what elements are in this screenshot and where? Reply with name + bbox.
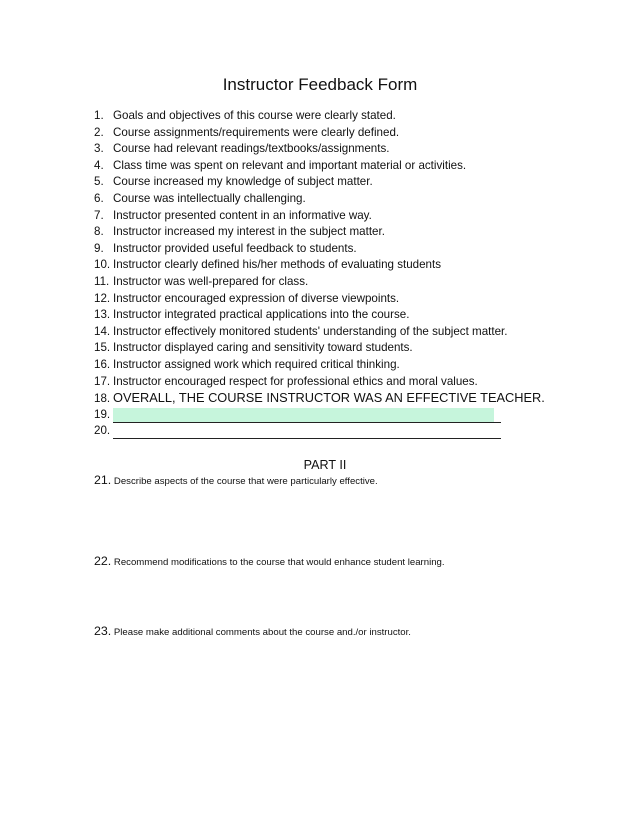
- item-text: Instructor encouraged expression of diverse viewpoints.: [113, 291, 400, 305]
- question-number: 22.: [94, 554, 112, 568]
- item-number: 14.: [94, 324, 111, 338]
- item-number: 1.: [94, 109, 104, 122]
- list-item: [94, 340, 545, 357]
- question-number: 21.: [94, 473, 112, 487]
- feedback-items-list: [94, 108, 545, 440]
- list-item: [94, 357, 545, 374]
- list-item-overall: [94, 390, 545, 407]
- item-number: 2.: [94, 125, 104, 139]
- item-text: OVERALL, THE COURSE INSTRUCTOR WAS AN EFFECTIVE TEACHER.: [113, 390, 545, 406]
- item-text: Instructor assigned work which required critical thinking.: [113, 357, 400, 371]
- item-text: Instructor clearly defined his/her methods of evaluating students: [113, 258, 442, 272]
- list-item: [94, 324, 545, 341]
- list-item: [94, 141, 545, 158]
- item-number: 9.: [94, 241, 104, 255]
- list-item-custom: [94, 423, 545, 440]
- item-number: 15.: [94, 341, 111, 355]
- item-number: 17.: [94, 374, 111, 388]
- item-number: 8.: [94, 225, 104, 239]
- list-item: [94, 224, 545, 241]
- part-heading: PART II: [303, 458, 347, 472]
- form-title: Instructor Feedback Form: [222, 75, 418, 94]
- list-item: [94, 174, 545, 191]
- list-item: [94, 257, 545, 274]
- item-number: 7.: [94, 208, 104, 222]
- list-item: [94, 241, 545, 258]
- list-item: [94, 291, 545, 308]
- list-item: [94, 307, 545, 324]
- item-number: 12.: [94, 291, 111, 305]
- question-text: Please make additional comments about the course and./or instructor.: [113, 627, 411, 638]
- list-item: [94, 125, 545, 142]
- item-text: Instructor was well-prepared for class.: [113, 274, 309, 288]
- list-item-custom: [94, 407, 545, 424]
- item-text: Instructor effectively monitored students' understanding of the subject matter.: [113, 324, 508, 338]
- item-number: 18.: [94, 392, 111, 406]
- item-number: 3.: [94, 142, 104, 156]
- item-number: 16.: [94, 357, 111, 371]
- item-text: Instructor provided useful feedback to students.: [113, 241, 357, 255]
- list-item: [94, 191, 545, 208]
- item-text: Goals and objectives of this course were clearly stated.: [113, 109, 396, 122]
- list-item: [94, 374, 545, 391]
- custom-item-field-20[interactable]: [113, 424, 501, 439]
- list-item: [94, 208, 545, 225]
- item-number: 13.: [94, 308, 111, 322]
- item-text: Instructor presented content in an informative way.: [113, 208, 372, 222]
- item-number: 4.: [94, 158, 104, 172]
- item-text: Class time was spent on relevant and important material or activities.: [113, 158, 467, 172]
- question-number: 23.: [94, 624, 112, 638]
- open-question-21: [94, 472, 378, 490]
- item-number: 10.: [94, 258, 111, 272]
- item-number: 19.: [94, 407, 111, 421]
- list-item: [94, 274, 545, 291]
- item-text: Instructor integrated practical applications into the course.: [113, 308, 410, 322]
- question-text: Describe aspects of the course that were particularly effective.: [113, 476, 378, 487]
- list-item: [94, 108, 545, 125]
- list-item: [94, 158, 545, 175]
- item-text: Course had relevant readings/textbooks/assignments.: [113, 142, 390, 156]
- item-text: Instructor encouraged respect for professional ethics and moral values.: [113, 374, 478, 388]
- item-text: Course assignments/requirements were clearly defined.: [113, 125, 400, 139]
- item-number: 6.: [94, 191, 104, 205]
- item-number: 11.: [94, 274, 110, 288]
- item-number: 20.: [94, 424, 111, 438]
- item-text: Course was intellectually challenging.: [113, 191, 306, 205]
- open-question-22: [94, 553, 445, 571]
- custom-item-field-19[interactable]: [113, 408, 501, 423]
- open-question-23: [94, 623, 411, 641]
- question-text: Recommend modifications to the course that would enhance student learning.: [113, 557, 445, 568]
- item-number: 5.: [94, 175, 104, 189]
- item-text: Course increased my knowledge of subject matter.: [113, 175, 373, 189]
- item-text: Instructor increased my interest in the subject matter.: [113, 225, 385, 239]
- item-text: Instructor displayed caring and sensitivity toward students.: [113, 341, 413, 355]
